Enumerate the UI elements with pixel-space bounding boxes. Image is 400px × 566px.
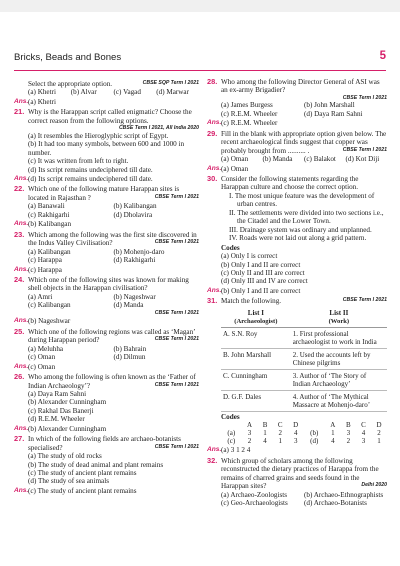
question-text: Which among the following was the first site discovered in the Indus Valley Civilisation? bbox=[28, 230, 197, 248]
option: (c) Kalibangan bbox=[28, 301, 71, 310]
options-row bbox=[28, 248, 199, 256]
question-text: Who among the following is often known as the ‘Father of Indian Archaeology’? bbox=[28, 373, 196, 390]
answer-text: (b) Kalibangan bbox=[28, 220, 72, 229]
option: (c) The study of ancient plant remains bbox=[28, 469, 137, 478]
codes-value: 2 bbox=[247, 437, 252, 446]
codes-option: (d) bbox=[310, 437, 319, 446]
codes-col: A bbox=[330, 421, 336, 430]
options-row bbox=[28, 293, 199, 301]
answer-text: (b) Only I and II are correct bbox=[221, 286, 301, 295]
codes-col: C bbox=[277, 421, 283, 430]
exam-tag: CBSE Term I 2021 bbox=[154, 443, 199, 450]
codes-col: B bbox=[345, 421, 351, 430]
question-27 bbox=[14, 435, 199, 486]
question-number: 30. bbox=[207, 174, 218, 184]
option: (d) Manda bbox=[113, 301, 144, 310]
question-text: Select the appropriate option. bbox=[28, 80, 113, 88]
codes-row bbox=[221, 437, 387, 445]
match-table bbox=[221, 308, 387, 412]
exam-tag: CBSE Term I 2021 bbox=[342, 297, 387, 304]
option: (d) R.E.M. Wheeler bbox=[28, 415, 85, 424]
list2-title: List II bbox=[329, 308, 349, 317]
list2-cell: 4. Author of ‘The Mythical Massacre at Mohenjo-daro’ bbox=[291, 390, 387, 411]
option: (b) John Marshall bbox=[304, 101, 355, 110]
exam-tag: CBSE Term I 2021 bbox=[154, 239, 199, 246]
match-table-header bbox=[221, 308, 387, 328]
codes-header-row bbox=[221, 421, 387, 429]
option: (b) Alexander Cunningham bbox=[28, 398, 107, 407]
answer bbox=[207, 446, 387, 454]
option: (a) Kalibangan bbox=[28, 247, 71, 256]
answer bbox=[207, 165, 387, 173]
exam-tag: CBSE Term I 2021 bbox=[154, 381, 199, 388]
codes-value: 3 bbox=[346, 429, 351, 438]
codes-value: 3 bbox=[361, 437, 366, 446]
codes-label: Codes bbox=[221, 412, 240, 421]
codes-value: 3 bbox=[247, 429, 252, 438]
option: (a) Only I is correct bbox=[221, 252, 278, 261]
codes-option: (c) bbox=[227, 437, 236, 446]
answer-text: (c) Oman bbox=[28, 362, 56, 371]
answer-label: Ans. bbox=[14, 424, 29, 432]
question-intro bbox=[14, 80, 199, 97]
right-column bbox=[207, 78, 387, 507]
answer-text: (a) Oman bbox=[221, 164, 249, 173]
option: (d) Dholavira bbox=[113, 210, 153, 219]
question-number: 23. bbox=[14, 229, 25, 239]
list2-cell: 1. First professional archaeologist to work in India bbox=[291, 327, 387, 348]
option: (b) The study of dead animal and plant remains bbox=[28, 460, 164, 469]
option: (b) It had too many symbols, between 600 and 1000 in number. bbox=[28, 140, 185, 157]
codes-value: 2 bbox=[377, 429, 381, 438]
options-row bbox=[28, 345, 199, 353]
question-number: 22. bbox=[14, 184, 25, 194]
answer-text: (b) Alexander Cunningham bbox=[28, 424, 107, 433]
question-text: Which one of the following mature Harappan sites is located in Rajasthan ? bbox=[28, 185, 180, 202]
option: (c) Geo-Archaeologists bbox=[221, 499, 288, 507]
question-23 bbox=[14, 231, 199, 265]
question-number: 28. bbox=[207, 77, 218, 86]
question-text: Who among the following Director General of ASI was an ex-army Brigadier? bbox=[221, 78, 380, 95]
top-strip bbox=[0, 0, 400, 12]
question-32 bbox=[207, 457, 387, 508]
codes-value: 4 bbox=[361, 429, 366, 438]
question-26 bbox=[14, 373, 199, 424]
answer bbox=[14, 175, 199, 183]
question-text: Match the following. bbox=[221, 297, 282, 306]
option: (d) The study of sea animals bbox=[28, 477, 109, 486]
answer bbox=[14, 487, 199, 495]
options-row bbox=[28, 88, 199, 96]
left-column bbox=[14, 78, 199, 495]
question-number: 27. bbox=[14, 434, 25, 444]
option: (c) Harappa bbox=[28, 256, 62, 265]
question-number: 29. bbox=[207, 128, 218, 138]
option: (a) Khetri bbox=[28, 88, 56, 97]
codes-option: (a) bbox=[227, 429, 236, 438]
answer-label: Ans. bbox=[14, 362, 29, 370]
codes-value: 2 bbox=[346, 437, 351, 446]
codes-value: 1 bbox=[263, 429, 267, 438]
codes-value: 1 bbox=[377, 437, 381, 446]
option: (b) Bahrain bbox=[113, 344, 147, 353]
table-row bbox=[221, 327, 387, 348]
answer-text: (c) Harappa bbox=[28, 265, 62, 274]
question-25 bbox=[14, 328, 199, 362]
codes-label: Codes bbox=[221, 243, 240, 252]
exam-tag: CBSE Term I 2021 bbox=[342, 94, 387, 101]
option: (a) Amri bbox=[28, 292, 53, 301]
answer-text: (a) 3 1 2 4 bbox=[221, 446, 251, 455]
option: (b) Kalibangan bbox=[113, 202, 157, 211]
list2-cell: 3. Author of ‘The Story of Indian Archaeology’ bbox=[291, 369, 387, 390]
list1-cell: B. John Marshall bbox=[221, 348, 291, 369]
answer-label: Ans. bbox=[207, 164, 222, 172]
question-24 bbox=[14, 276, 199, 316]
codes-row bbox=[221, 429, 387, 437]
list1-title: List I bbox=[247, 308, 264, 317]
page-number: 5 bbox=[379, 50, 386, 62]
question-text: Which one of the following sites was known for making shell objects in the Harappan civilisation? bbox=[28, 276, 189, 293]
statement: IV. Roads were not laid out along a grid pattern. bbox=[229, 234, 367, 243]
option: (b) Nageshwar bbox=[113, 292, 156, 301]
codes-table bbox=[221, 421, 387, 445]
answer-label: Ans. bbox=[14, 486, 29, 494]
codes-value: 4 bbox=[331, 437, 335, 446]
options-row bbox=[28, 301, 199, 309]
codes-option: (b) bbox=[310, 429, 319, 438]
answer bbox=[14, 266, 199, 274]
option: (a) Oman bbox=[221, 155, 249, 164]
list1-header bbox=[221, 308, 291, 328]
option: (c) R.E.M. Wheeler bbox=[221, 109, 278, 118]
exam-tag: CBSE SQP Term I 2021 bbox=[142, 80, 199, 86]
question-number: 24. bbox=[14, 275, 25, 285]
codes-value: 1 bbox=[278, 437, 282, 446]
list2-header bbox=[291, 308, 387, 328]
answer-label: Ans. bbox=[14, 220, 29, 228]
question-text: Which group of scholars among the following reconstructed the dietary practices of Harappa from the remains of charred grains and seeds found in the Harappan sites? bbox=[221, 456, 379, 491]
codes-value: 4 bbox=[263, 437, 267, 446]
answer bbox=[207, 287, 387, 295]
codes-col: C bbox=[361, 421, 366, 430]
table-row bbox=[221, 348, 387, 369]
statement: II. The settlements were divided into two sections i.e., the Citadel and the Lower Town. bbox=[229, 208, 384, 226]
question-number: 21. bbox=[14, 107, 25, 117]
option: (d) Kot Diji bbox=[345, 155, 380, 164]
answer bbox=[14, 363, 199, 371]
statement: I. The most unique feature was the development of urban centres. bbox=[229, 191, 375, 209]
answer bbox=[207, 119, 387, 127]
table-row bbox=[221, 390, 387, 411]
answer bbox=[14, 317, 199, 325]
answer-label: Ans. bbox=[207, 286, 222, 294]
option: (b) Only I and II are correct bbox=[221, 260, 301, 269]
list2-cell: 2. Used the accounts left by Chinese pilgrims bbox=[291, 348, 387, 369]
answer-text: (a) Khetri bbox=[28, 97, 56, 106]
option: (a) Archaeo-Zoologists bbox=[221, 490, 288, 499]
answer-label: Ans. bbox=[14, 265, 29, 273]
answer bbox=[14, 98, 199, 106]
codes-col: D bbox=[376, 421, 382, 430]
answer-label: Ans. bbox=[14, 317, 29, 325]
page-header bbox=[14, 52, 386, 71]
question-number: 32. bbox=[207, 455, 218, 465]
answer-text: (d) Its script remains undeciphered till date. bbox=[28, 175, 153, 184]
option: (c) It was written from left to right. bbox=[28, 157, 129, 166]
answer-text: (c) R.E.M. Wheeler bbox=[221, 119, 278, 128]
option: (a) The study of old rocks bbox=[28, 452, 102, 461]
question-number: 25. bbox=[14, 326, 25, 336]
option: (a) James Burgess bbox=[221, 101, 273, 110]
answer-label: Ans. bbox=[207, 119, 222, 127]
question-text: Which one of the following regions was called as ‘Magan’ during Harappan period? bbox=[28, 327, 196, 345]
question-text: In which of the following fields are archaeo-botanists specialised? bbox=[28, 435, 181, 452]
answer bbox=[14, 220, 199, 228]
options-row bbox=[28, 211, 199, 219]
codes-col: A bbox=[247, 421, 253, 430]
options-row bbox=[28, 353, 199, 361]
answer-text: (c) The study of ancient plant remains bbox=[28, 486, 137, 495]
options-row bbox=[221, 110, 387, 118]
option: (d) Archaeo-Botanists bbox=[304, 499, 367, 507]
options-row bbox=[221, 499, 387, 507]
list1-subtitle: (Archaeologist) bbox=[234, 317, 278, 325]
codes-col: D bbox=[293, 421, 299, 430]
codes-value: 2 bbox=[278, 429, 282, 438]
option: (c) Rakhigarhi bbox=[28, 210, 70, 219]
option: (d) Daya Ram Sahni bbox=[304, 109, 363, 118]
option: (b) Alvar bbox=[70, 88, 97, 97]
option: (c) Only II and III are correct bbox=[221, 269, 305, 278]
table-row bbox=[221, 369, 387, 390]
codes-col: B bbox=[262, 421, 268, 430]
option: (c) Balakot bbox=[304, 155, 336, 164]
question-28 bbox=[207, 78, 387, 118]
option: (d) Only III and IV are correct bbox=[221, 277, 308, 286]
answer-label: Ans. bbox=[14, 97, 29, 105]
answer bbox=[14, 425, 199, 433]
statement: III. Drainage system was ordinary and unplanned. bbox=[229, 225, 372, 234]
codes-value: 3 bbox=[293, 437, 298, 446]
question-29 bbox=[207, 130, 387, 164]
chapter-title: Bricks, Beads and Bones bbox=[14, 52, 122, 63]
codes-value: 4 bbox=[293, 429, 298, 438]
exam-tag: CBSE Term I 2021 bbox=[154, 336, 199, 343]
exam-tag: CBSE Term I 2021 bbox=[154, 309, 199, 316]
option: (d) Marwar bbox=[156, 88, 189, 97]
list1-cell: C. Cunningham bbox=[221, 369, 291, 390]
list1-cell: D. G.F. Dales bbox=[221, 390, 291, 411]
answer-label: Ans. bbox=[207, 446, 222, 454]
option: (b) Archaeo-Ethnographists bbox=[304, 490, 384, 499]
answer-label: Ans. bbox=[14, 175, 29, 183]
options-row bbox=[28, 256, 199, 264]
codes-value: 1 bbox=[331, 429, 335, 438]
exam-tag: CBSE Term I 2021 bbox=[342, 146, 387, 153]
question-31 bbox=[207, 297, 387, 445]
option: (d) Dilmun bbox=[113, 353, 146, 362]
option: (c) Oman bbox=[28, 353, 56, 362]
exam-tag: CBSE Term I 2021, All India 2020 bbox=[118, 125, 199, 132]
option: (d) Rakhigarhi bbox=[113, 256, 156, 265]
exam-tag: CBSE Term I 2021 bbox=[154, 193, 199, 200]
option: (d) Its script remains undeciphered till date. bbox=[28, 165, 153, 174]
option: (c) Vagad bbox=[113, 88, 141, 97]
list1-cell: A. S.N. Roy bbox=[221, 327, 291, 348]
options-row bbox=[221, 101, 387, 109]
question-number: 26. bbox=[14, 372, 25, 382]
question-21 bbox=[14, 108, 199, 174]
exam-tag: Delhi 2020 bbox=[361, 482, 387, 489]
option: (a) Daya Ram Sahni bbox=[28, 389, 87, 398]
options-row bbox=[221, 491, 387, 499]
question-30 bbox=[207, 175, 387, 286]
options-row bbox=[221, 155, 387, 163]
question-text: Fill in the blank with appropriate option given below. The recent archaeological finds suggest that copper was probably brought from .......... . bbox=[221, 129, 387, 155]
option: (c) Rakhal Das Banerji bbox=[28, 406, 94, 415]
option: (a) It resembles the Hieroglyphic script of Egypt. bbox=[28, 131, 169, 140]
question-22 bbox=[14, 185, 199, 219]
list2-subtitle: (Work) bbox=[328, 317, 350, 325]
option: (b) Manda bbox=[262, 155, 293, 164]
options-row bbox=[28, 202, 199, 210]
answer-text: (b) Nageshwar bbox=[28, 317, 71, 326]
option: (a) Banawali bbox=[28, 202, 65, 211]
question-text: Consider the following statements regarding the Harappan culture and choose the correct option. bbox=[221, 175, 359, 192]
option: (a) Meluhha bbox=[28, 344, 64, 353]
option: (b) Mohenjo-daro bbox=[113, 247, 165, 256]
question-number: 31. bbox=[207, 296, 218, 306]
question-text: Why is the Harappan script called enigmatic? Choose the correct reason from the following options. bbox=[28, 108, 192, 125]
